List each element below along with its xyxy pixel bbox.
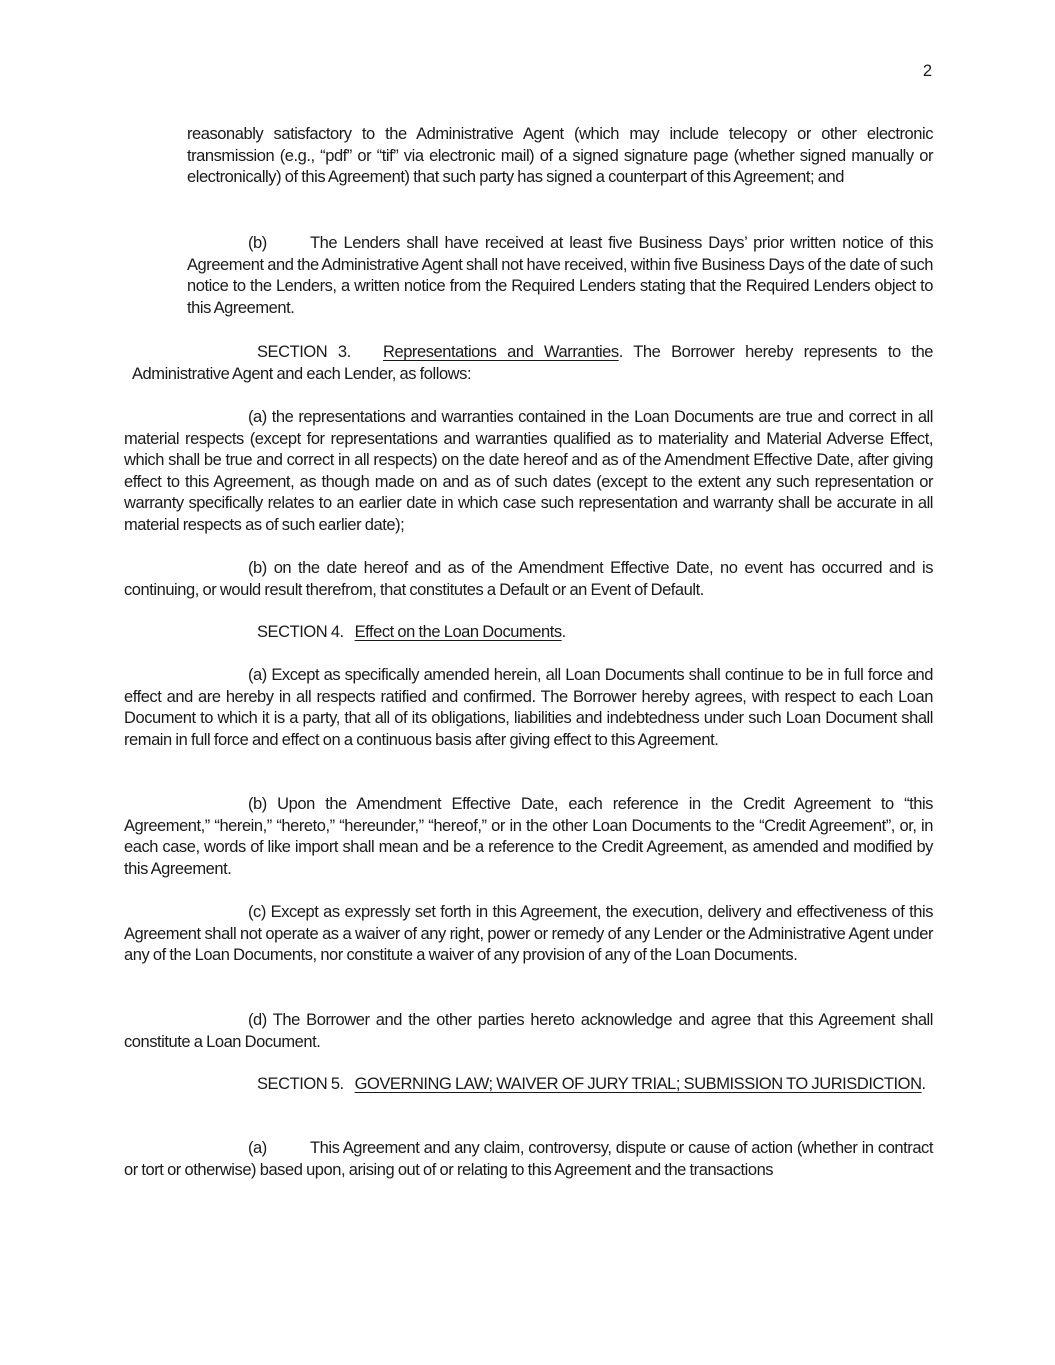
paragraph-counterpart-continuation: reasonably satisfactory to the Administrative Agent (which may include telecopy or other electronic transmission (e.g., “pdf” or “tif” via electronic mail) of a signed signature page (whether signed manually or electronically) of this Agreement) that such party has signed a counterpart of this Agreement; and: [187, 125, 933, 187]
section-3-intro-text: . The Borrower hereby represents to the Administrative Agent and each Lender, as follows:: [132, 343, 934, 383]
section-4-title: Effect on the Loan Documents: [354, 623, 562, 641]
paragraph-b-text: The Lenders shall have received at least five Business Days’ prior written notice of this Agreement and the Administrative Agent shall not have received, within five Business Days of the date of such notice to the Lenders, a written notice from the Required Lenders stating that the Required Lenders object to this Agreement.: [187, 234, 933, 317]
section-3-clause-b: (b) on the date hereof and as of the Amendment Effective Date, no event has occurred and is continuing, or would result therefrom, that constitutes a Default or an Event of Default.: [124, 559, 933, 599]
section-5-heading-paragraph: [132, 1074, 933, 1096]
paragraph-b-lender-notice: [187, 233, 933, 319]
section-5-title: GOVERNING LAW; WAIVER OF JURY TRIAL; SUBMISSION TO JURISDICTION: [354, 1075, 922, 1093]
section-4-label: SECTION 4.: [257, 623, 344, 641]
section-5-title-end: .: [921, 1075, 926, 1093]
section-4-heading-paragraph: [124, 622, 933, 644]
paragraph-b-label: (b): [248, 234, 267, 252]
section-3-heading-paragraph: [132, 342, 933, 385]
section-4-clause-c: (c) Except as expressly set forth in this Agreement, the execution, delivery and effectiveness of this Agreement shall not operate as a waiver of any right, power or remedy of any Lender or the Administrative Agent under any of the Loan Documents, nor constitute a waiver of any provision of any of the Loan Documents.: [124, 903, 933, 965]
section-4-clause-d: (d) The Borrower and the other parties hereto acknowledge and agree that this Agreement shall constitute a Loan Document.: [124, 1011, 933, 1051]
section-4-clause-b: (b) Upon the Amendment Effective Date, each reference in the Credit Agreement to “this Agreement,” “herein,” “hereto,” “hereunder,” “hereof,” or in the other Loan Documents to the “Credit Agreement”, or, in each case, words of like import shall mean and be a reference to the Credit Agreement, as amended and modified by this Agreement.: [124, 795, 933, 878]
section-5-label: SECTION 5.: [257, 1075, 344, 1093]
section-4-title-end: .: [561, 623, 566, 641]
page-number: 2: [922, 62, 932, 80]
section-4-clause-a: (a) Except as specifically amended herein, all Loan Documents shall continue to be in full force and effect and are hereby in all respects ratified and confirmed. The Borrower hereby agrees, with respect to each Loan Document to which it is a party, that all of its obligations, liabilities and indebtedness under such Loan Document shall remain in full force and effect on a continuous basis after giving effect to this Agreement.: [124, 666, 933, 749]
section-3-clause-a: (a) the representations and warranties contained in the Loan Documents are true and correct in all material respects (except for representations and warranties qualified as to materiality and Material Adverse Effect, which shall be true and correct in all respects) on the date hereof and as of the Amendment Effective Date, after giving effect to this Agreement, as though made on and as of such dates (except to the extent any such representation or warranty specifically relates to an earlier date in which case such representation and warranty shall be accurate in all material respects as of such earlier date);: [124, 408, 933, 534]
section-5-clause-a-text: This Agreement and any claim, controversy, dispute or cause of action (whether in contract or tort or otherwise) based upon, arising out of or relating to this Agreement and the transactions: [124, 1139, 933, 1179]
section-5-clause-a-label: (a): [248, 1139, 267, 1157]
section-3-title: Representations and Warranties: [383, 343, 619, 361]
section-5-clause-a: [124, 1138, 933, 1181]
section-3-label: SECTION 3.: [257, 343, 351, 361]
